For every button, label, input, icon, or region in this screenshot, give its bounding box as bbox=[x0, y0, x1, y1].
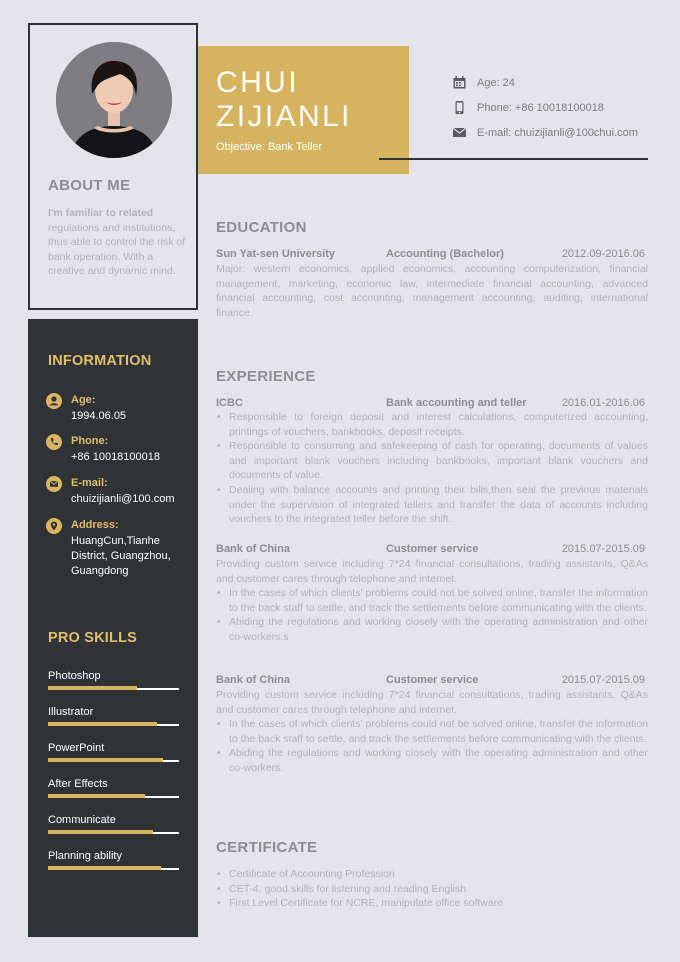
skill-item bbox=[48, 670, 179, 682]
mail-icon bbox=[46, 476, 62, 492]
information-title: INFORMATION bbox=[48, 353, 152, 369]
list-item: • Abiding the regulations and working closely with the operating administration and other co-workers. bbox=[216, 746, 648, 775]
skill-bar-fill bbox=[48, 830, 153, 834]
phone-icon bbox=[453, 101, 466, 114]
job-row bbox=[216, 397, 648, 411]
job-company: ICBC bbox=[216, 397, 243, 409]
objective: Objective: Bank Teller bbox=[216, 141, 323, 153]
skill-name: Communicate bbox=[48, 814, 116, 826]
job-bullets bbox=[216, 586, 648, 644]
info-value: +86 10018100018 bbox=[71, 451, 161, 463]
info-panel bbox=[28, 319, 198, 937]
list-item: • First Level Certificate for NCRE, manipulate office software bbox=[216, 896, 648, 911]
list-item: • Dealing with balance accounts and printing their bills,then seal the previous materials under the supervision of integrated tellers and transfer the data of accounts including vouchers to the integrated teller before the shift. bbox=[216, 483, 648, 527]
info-label: Age: bbox=[71, 394, 96, 406]
skill-bar bbox=[48, 724, 179, 726]
skill-bar-fill bbox=[48, 866, 161, 870]
info-label: Address: bbox=[71, 519, 119, 531]
list-item: • In the cases of which clients' problems could not be solved online, transfer the information to the back staff to settle, and track the settlements before communicating with the clients. bbox=[216, 586, 648, 615]
list-item: • Abiding the regulations and working closely with the operating administration and other co-workers.s bbox=[216, 615, 648, 644]
job-period: 2015.07-2015.09 bbox=[561, 674, 645, 686]
skill-name: PowerPoint bbox=[48, 742, 105, 754]
list-item: • Certificate of Accounting Profession bbox=[216, 867, 648, 882]
certificate-title: CERTIFICATE bbox=[216, 839, 318, 856]
candidate-name bbox=[216, 66, 352, 134]
list-item: • In the cases of which clients' problems could not be solved online, transfer the information to the back staff to settle, and track the settlements before communicating with the clients. bbox=[216, 717, 648, 746]
job-company: Bank of China bbox=[216, 674, 290, 686]
about-lead: I'm familiar to related bbox=[48, 207, 154, 219]
contact-text: E-mail: chuizijianli@100chui.com bbox=[477, 127, 638, 139]
job-summary: Providing custom service including 7*24 financial consultations, trading assistants, Q&As and customer cares through telephone and internet. bbox=[216, 689, 648, 716]
skill-bar-fill bbox=[48, 722, 157, 726]
job-row bbox=[216, 674, 648, 688]
list-item: • Responsible to consuming and safekeeping of cash for operating, documents of values and important blank vouchers including bankbooks, important blank vouchers and documents of value. bbox=[216, 439, 648, 483]
skill-item bbox=[48, 850, 179, 862]
skill-item bbox=[48, 814, 179, 826]
skill-bar bbox=[48, 868, 179, 870]
job-row bbox=[216, 543, 648, 557]
skill-name: Photoshop bbox=[48, 670, 101, 682]
education-school: Sun Yat-sen University bbox=[216, 248, 336, 260]
skill-bar bbox=[48, 688, 179, 690]
job-role: Customer service bbox=[386, 543, 479, 555]
info-value: 1994.06.05 bbox=[71, 410, 127, 422]
certificate-list bbox=[216, 867, 648, 911]
name-line-1: CHUI bbox=[216, 66, 299, 99]
skill-name: Planning ability bbox=[48, 850, 122, 862]
info-value: HuangCun,Tianhe District, Guangzhou, Guangdong bbox=[71, 535, 171, 577]
skill-name: After Effects bbox=[48, 778, 108, 790]
about-body: regulations and institutions, thus able to control the risk of bank operation. With a creative and dynamic mind. bbox=[48, 221, 186, 278]
job-role: Customer service bbox=[386, 674, 479, 686]
skills-title: PRO SKILLS bbox=[48, 630, 138, 646]
job-role: Bank accounting and teller bbox=[386, 397, 527, 409]
skill-bar bbox=[48, 796, 179, 798]
job-bullets bbox=[216, 717, 648, 775]
list-item: • CET-4, good skills for listening and reading English bbox=[216, 882, 648, 897]
about-card bbox=[28, 23, 198, 310]
education-row bbox=[216, 248, 648, 262]
education-degree: Accounting (Bachelor) bbox=[386, 248, 504, 260]
skill-name: Illustrator bbox=[48, 706, 94, 718]
skill-item bbox=[48, 742, 179, 754]
contact-text: Age: 24 bbox=[477, 77, 515, 89]
about-title: ABOUT ME bbox=[48, 177, 131, 194]
job-summary: Providing custom service including 7*24 financial consultations, trading assistants, Q&As and customer cares through telephone and internet. bbox=[216, 558, 648, 585]
avatar bbox=[56, 42, 172, 158]
skill-bar-fill bbox=[48, 758, 163, 762]
skill-bar bbox=[48, 832, 179, 834]
job-bullets bbox=[216, 410, 648, 527]
header-divider bbox=[379, 158, 648, 160]
experience-title: EXPERIENCE bbox=[216, 368, 316, 385]
name-line-2: ZIJIANLI bbox=[216, 100, 352, 133]
info-label: E-mail: bbox=[71, 477, 108, 489]
person-icon bbox=[46, 393, 62, 409]
skill-item bbox=[48, 706, 179, 718]
job-period: 2016.01-2016.06 bbox=[561, 397, 645, 409]
portrait-photo bbox=[56, 42, 172, 158]
skill-bar bbox=[48, 760, 179, 762]
skill-bar-fill bbox=[48, 686, 137, 690]
info-value: chuizijianli@100.com bbox=[71, 493, 175, 505]
skill-bar-fill bbox=[48, 794, 145, 798]
job-period: 2015.07-2015.09 bbox=[561, 543, 645, 555]
list-item: • Responsible to foreign deposit and interest calculations, computerized accounting, printings of vouchers, bankbooks, deposit receipts. bbox=[216, 410, 648, 439]
skill-item bbox=[48, 778, 179, 790]
contact-text: Phone: +86 10018100018 bbox=[477, 102, 604, 114]
mail-icon bbox=[453, 126, 466, 139]
education-details: Major: western economics, applied economics, accounting computerization, financial management, marketing, economic law, intermediate financial accounting, advanced financial accounting, cost accounting, management accounting, auditing, international finance. bbox=[216, 263, 648, 319]
education-period: 2012.09-2016.06 bbox=[561, 248, 645, 260]
job-company: Bank of China bbox=[216, 543, 290, 555]
name-block bbox=[198, 46, 409, 174]
education-title: EDUCATION bbox=[216, 219, 307, 236]
calendar-icon bbox=[453, 76, 466, 89]
about-text bbox=[48, 206, 188, 279]
info-label: Phone: bbox=[71, 435, 109, 447]
location-icon bbox=[46, 518, 62, 534]
phone-icon bbox=[46, 434, 62, 450]
